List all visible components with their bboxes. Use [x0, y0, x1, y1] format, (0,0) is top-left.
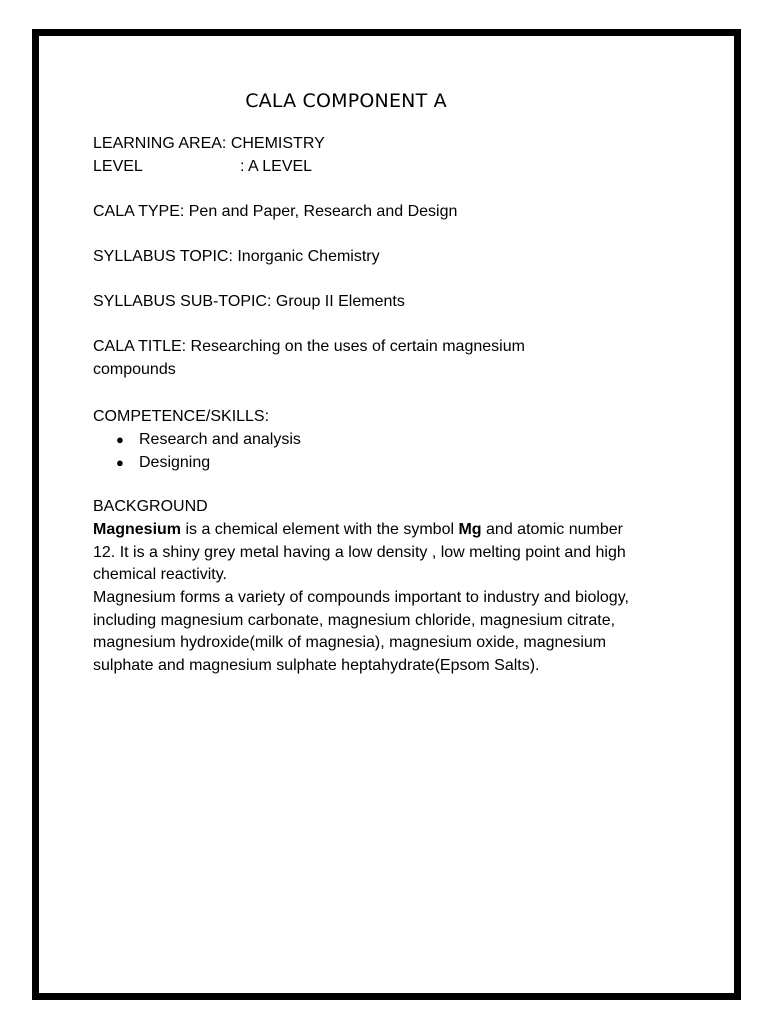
level-value: : A LEVEL [240, 158, 313, 175]
competence-heading: COMPETENCE/SKILLS: [93, 408, 270, 425]
background-paragraph-1: Magnesium is a chemical element with the symbol Mg and atomic number 12. It is a shiny grey metal having a low density , low melting point and high chemical reactivity. [93, 521, 626, 583]
bullet-icon: ● [116, 454, 124, 470]
skills-list [93, 429, 301, 474]
syllabus-subtopic: SYLLABUS SUB-TOPIC: Group II Elements [93, 293, 405, 310]
cala-title: CALA TITLE: Researching on the uses of certain magnesium compounds [93, 338, 525, 378]
list-item: ● Designing [93, 452, 301, 475]
syllabus-topic: SYLLABUS TOPIC: Inorganic Chemistry [93, 248, 380, 265]
symbol-mg: Mg [458, 521, 482, 538]
list-item: ● Research and analysis [93, 429, 301, 452]
term-magnesium: Magnesium [93, 521, 182, 538]
learning-area: LEARNING AREA: CHEMISTRY [93, 135, 325, 152]
document-title: CALA COMPONENT A [245, 90, 447, 112]
level-line [93, 156, 493, 179]
background-heading: BACKGROUND [93, 498, 208, 515]
background-paragraph-2: Magnesium forms a variety of compounds important to industry and biology, including magnesium carbonate, magnesium chloride, magnesium citrate, magnesium hydroxide(milk of magnesia), magnesium oxide, magnesium sulphate and magnesium sulphate heptahydrate(Epsom Salts). [93, 589, 629, 674]
bullet-icon: ● [116, 432, 124, 447]
cala-type: CALA TYPE: Pen and Paper, Research and Design [93, 203, 458, 220]
level-label: LEVEL [93, 158, 143, 175]
